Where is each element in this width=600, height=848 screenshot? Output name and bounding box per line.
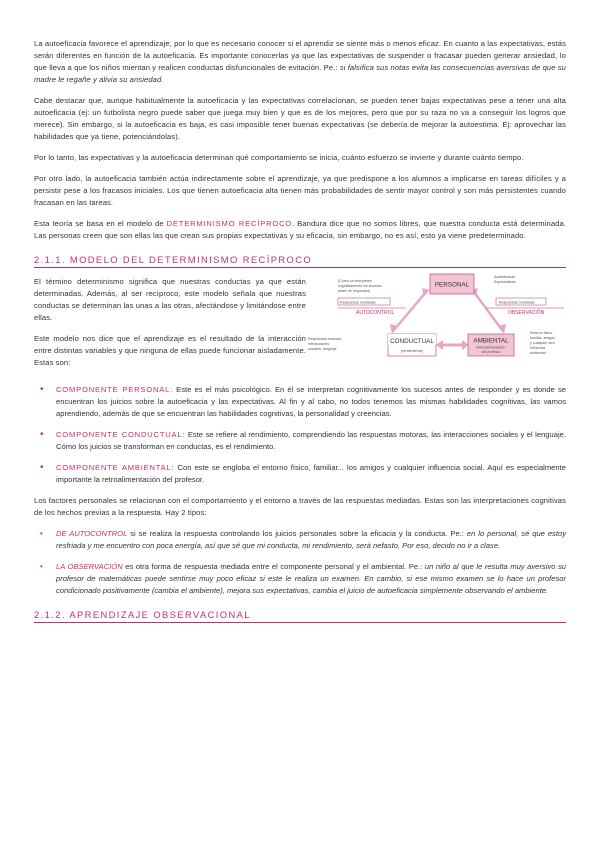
list-item: • LA OBSERVACIÓN es otra forma de respuesta mediada entre el componente personal y el ambiental. Pe.: un niño al que le resulta muy aversivo su profesor de matemáticas puede sentirse muy poco eficaz si este le realiza un examen. En cambio, si ese mismo examen se lo hace un profesor condicionado positivamente (cambia el ambiente), mejora sus expectativas, cambia el juicio de autoeficacia simplemente observando el ambiente. <box>40 562 566 595</box>
list-item: • DE AUTOCONTROL si se realiza la respuesta controlando los juicios personales sobre la eficacia y la conducta. Pe.: en lo personal, sé que estoy resfriada y me encuentro con poca energía, así que sé que mi conducta, mi rendimiento, será nefasto. Por eso, decido no ir a clase. <box>40 529 566 550</box>
section-heading: 2.1.1. MODELO DEL DETERMINISMO RECÍPROCO <box>34 254 566 268</box>
svg-text:ambiental: ambiental <box>530 351 546 355</box>
paragraph: El término determinismo significa que nuestras conductas ya que están determinadas. Además, al ser recíproco, este modelo señala que nuestras conductas se determinan las unas a las otras, afectándose y limitándose entre ellas. <box>34 277 306 322</box>
svg-text:antes de responder): antes de responder) <box>338 289 371 293</box>
observacion-label: OBSERVACIÓN <box>508 310 545 316</box>
ambiental-label: AMBIENTAL <box>473 337 509 345</box>
paragraph: Por otro lado, la autoeficacia también actúa indirectamente sobre el aprendizaje, ya que predispone a los alumnos a implicarse en tareas difíciles y a persistir pese a los fracasos iniciales. Los que tienen autoeficacia alta tienen más probabilidades de sentir mayor control y son más persistentes cuando fracasan en las tareas. <box>34 174 566 207</box>
svg-text:(rendimiento): (rendimiento) <box>400 349 424 353</box>
svg-text:familiar, amigos: familiar, amigos <box>530 336 555 340</box>
list-item: • COMPONENTE AMBIENTAL: Con este se engloba el entorno físico, familiar... los amigos y cualquier influencia social. Aquí es especialmente importante la retroalimentación del profesor. <box>40 462 566 484</box>
paragraph: Esta teoría se basa en el modelo de DETERMINISMO RECÍPROCO. Bandura dice que no somos libres, que nuestra conducta está determinada. Las personas creen que son ellas las que crean sus propias expectativas y su eficacia, sin embargo, no es así, esto ya viene predeterminado. <box>34 219 567 240</box>
svg-text:Retroalimentación: Retroalimentación <box>476 345 506 350</box>
term-determinismo: DETERMINISMO RECÍPROCO <box>166 219 293 228</box>
svg-text:influencia: influencia <box>530 346 546 350</box>
svg-text:(Cómo se interpretan: (Cómo se interpretan <box>338 279 372 283</box>
svg-text:Respuestas mediadas: Respuestas mediadas <box>499 300 535 305</box>
list-item: • COMPONENTE CONDUCTUAL: Este se refiere al rendimiento, comprendiendo las respuestas motoras, las interacciones sociales y el lenguaje. Cómo los juicios se transforman en conductas, es el rendimiento. <box>40 429 566 451</box>
document-page <box>34 38 566 631</box>
personal-label: PERSONAL <box>434 281 470 289</box>
section-heading: 2.1.2. APRENDIZAJE OBSERVACIONAL <box>34 609 566 623</box>
paragraph: La autoeficacia favorece el aprendizaje, por lo que es necesario conocer si el aprendiz se siente más o menos eficaz. En cuanto a las expectativas, estás serán diferentes en función de la autoeficacia. Es importante conocerlas ya que las expectativas de suspender o fracasar pueden generar ansiedad, lo que lleva a que los niños mientan y realicen conductas disfuncionales de evitación. Pe.: si falsifica sus notas evita las consecuencias aversivas de que su madre le regañe y alivia su ansiedad. <box>34 39 566 84</box>
mediated-list <box>34 528 566 597</box>
conductual-label: CONDUCTUAL <box>390 338 434 345</box>
paragraph: Por lo tanto, las expectativas y la autoeficacia determinan qué comportamiento se inicia, cuánto esfuerzo se invierte y durante cuánto tiempo. <box>34 153 524 162</box>
svg-text:Autoeficacia: Autoeficacia <box>494 275 515 279</box>
paragraph: Los factores personales se relacionan con el comportamiento y el entorno a través de las respuestas mediadas. Estas son las interpretaciones cognitivas de los hechos previas a la respuesta. Hay 2 tipos: <box>34 496 566 517</box>
paragraph: Cabe destacar que, aunque habitualmente la autoeficacia y las expectativas correlacionan, se pueden tener bajas expectativas pese a tener una alta autoeficacia (ej: un futbolista negro puede saber que juega muy bien y que es de los mejores, pero que por su raza no va a conseguir los logros que merece). Sin embargo, si la autoeficacia es baja, es casi imposible tener buenas expectativas (se debería de mejorar la autoestima. Ej: aprovechar las habilidades que ya tiene, potenciándolas). <box>34 96 566 141</box>
components-list <box>34 384 566 486</box>
svg-text:sociales, lenguaje: sociales, lenguaje <box>308 347 337 351</box>
svg-text:del profesor: del profesor <box>481 350 501 354</box>
svg-text:interacciones: interacciones <box>308 342 330 346</box>
svg-text:Respuestas motoras,: Respuestas motoras, <box>308 337 342 341</box>
arrow-personal-conductual <box>394 292 426 330</box>
arrow-personal-ambiental <box>474 292 502 330</box>
section-body <box>34 276 566 376</box>
svg-text:Expectativas: Expectativas <box>494 280 516 284</box>
list-item: • COMPONENTE PERSONAL: Este es el más psicológico. En él se interpretan cognitivamente los sucesos antes de responder y es donde se encuentran los juicios sobre la autoeficacia y las expectativas. Al fin y al cabo, no todos tenemos las mismas habilidades cognitivas, las vamos aprendiendo, además de que se encuentran las habilidades cognitivas, la personalidad y creencias. <box>40 384 566 418</box>
svg-text:Respuestas mediadas: Respuestas mediadas <box>340 300 376 305</box>
autocontrol-label: AUTOCONTROL <box>356 310 395 316</box>
svg-text:y cualquier otra: y cualquier otra <box>530 341 555 345</box>
paragraph: Este modelo nos dice que el aprendizaje es el resultado de la interacción entre distintas variables y que ninguna de ellas puede funcionar aisladamente. Estas son: <box>34 334 306 367</box>
svg-text:Entorno físico,: Entorno físico, <box>530 331 553 335</box>
reciprocal-determinism-diagram <box>306 268 568 386</box>
svg-text:cognitivamente los sucesos: cognitivamente los sucesos <box>338 284 382 288</box>
